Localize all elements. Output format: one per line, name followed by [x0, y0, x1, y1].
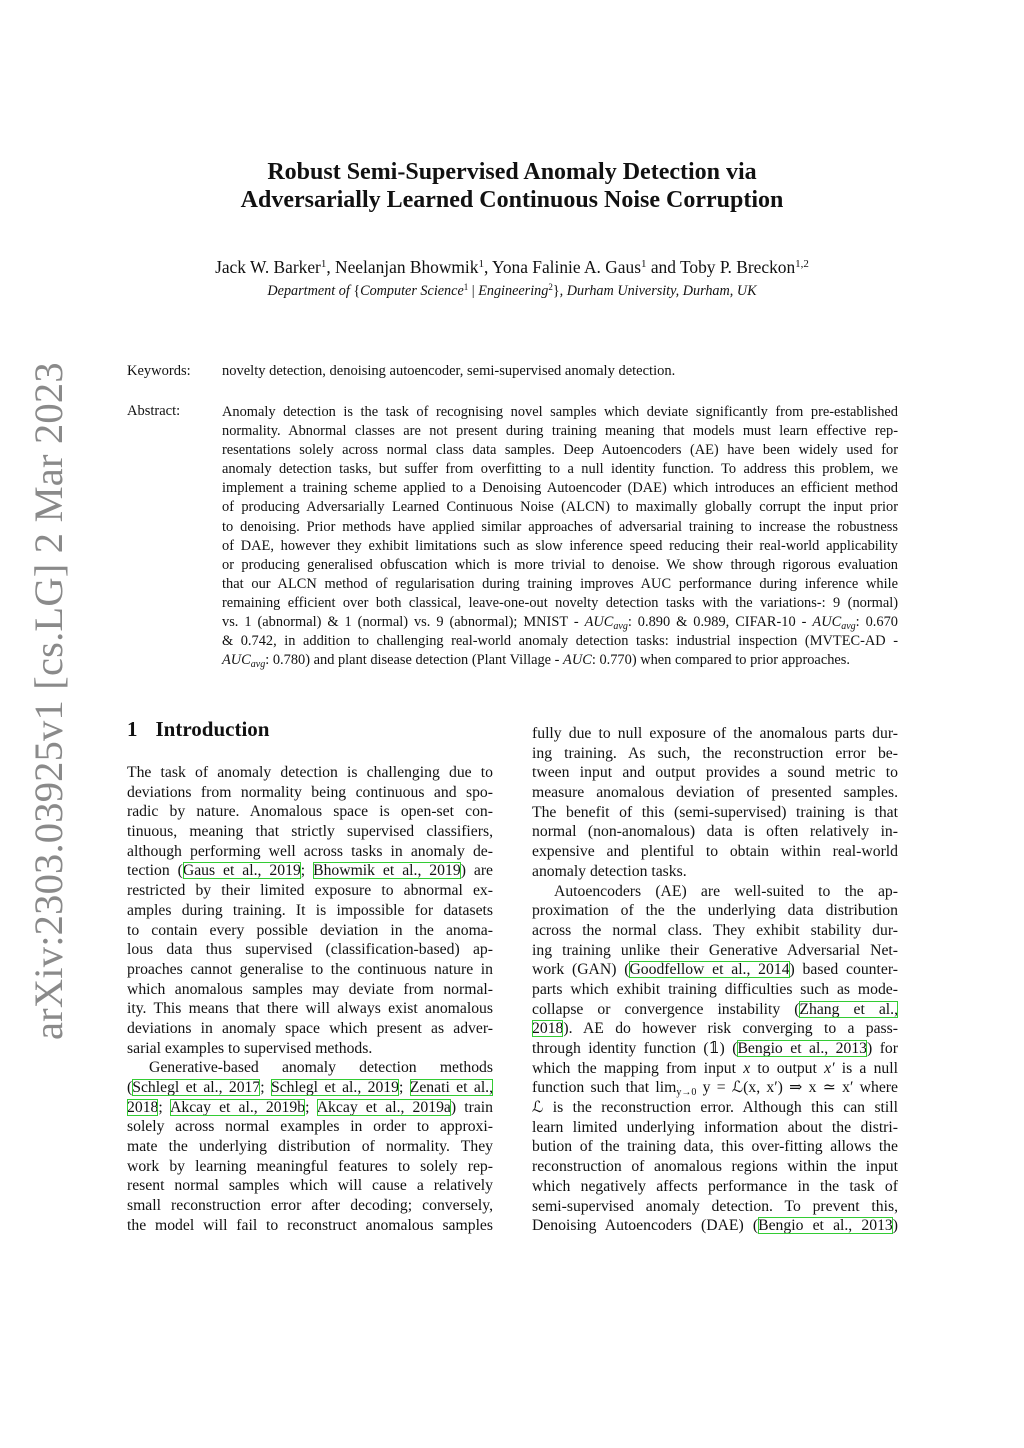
citation-link[interactable]: Gaus et al., 2019 [182, 862, 301, 880]
body-line: sarial examples to supervised methods. [127, 1039, 373, 1057]
body-line: to contain every possible deviation in the anoma- [127, 921, 493, 939]
citation-link[interactable]: 2018 [127, 1098, 159, 1116]
body-line: normal (non-anomalous) data is often relatively in- [532, 823, 898, 841]
citation-link[interactable]: Bhowmik et al., 2019 [313, 862, 461, 880]
body-line: which anomalous samples may deviate from normal- [127, 980, 493, 998]
body-line: Denoising Autoencoders (DAE) (Bengio et al., 2013) [532, 1217, 898, 1235]
citation-link[interactable]: Schlegl et al., 2019 [270, 1079, 399, 1096]
body-line: ℒ is the reconstruction error. Although this can still [532, 1099, 898, 1117]
affil-brace: { [353, 283, 361, 299]
abstract-line: anomaly detection tasks, but suffer from overfitting to a null identity function. To address this problem, we [222, 461, 898, 478]
body-line: reconstruction of anomalous regions within the input [532, 1158, 898, 1176]
section-heading [127, 717, 269, 742]
paper-title [127, 158, 897, 214]
title-line-1: Robust Semi-Supervised Anomaly Detection via [267, 159, 757, 185]
body-line: solely across normal examples in order to approxi- [127, 1118, 493, 1136]
affil-separator: | [468, 283, 479, 299]
body-line: Autoencoders (AE) are well-suited to the ap- [554, 882, 898, 900]
abstract-line: & 0.742, in addition to challenging real-world anomaly detection tasks: industrial inspection (MVTEC-AD - [222, 633, 898, 650]
body-line: ing training. As such, the reconstruction error be- [532, 744, 898, 762]
body-line: amples during training. It is impossible for datasets [127, 901, 493, 919]
right-column [532, 724, 898, 1236]
body-line: fully due to null exposure of the anomalous parts dur- [532, 725, 898, 742]
abstract-line: to denoising. Prior methods have applied similar approaches of adversarial training to increase the robustness [222, 518, 898, 535]
abstract-line: implement a training scheme applied to a Denoising Autoencoder (DAE) which introduces an efficient method [222, 480, 898, 497]
citation-link[interactable]: Bengio et al., 2013 [758, 1217, 893, 1235]
author-name: and Toby P. Breckon [646, 257, 796, 277]
body-line: radic by nature. Anomalous space is open-set con- [127, 803, 493, 821]
abstract-line: $AUC_{avg}$: 0.780) and plant disease detection (Plant Village - AUC: 0.770) when compared to prior approaches. [222, 652, 850, 671]
affil-text: Department of [267, 283, 354, 299]
section-title: Introduction [155, 717, 270, 741]
body-line: across the normal class. They exhibit stability dur- [532, 921, 898, 939]
citation-link[interactable]: Zhang et al., [799, 1000, 898, 1018]
body-line: work (GAN) (Goodfellow et al., 2014) based counter- [532, 961, 898, 979]
body-line: mate the underlying distribution of normality. They [127, 1138, 493, 1156]
abstract-line: that our ALCN method of regularisation during training improves AUC performance during inference while [222, 575, 898, 592]
citation-link[interactable]: Bengio et al., 2013 [737, 1040, 868, 1057]
author-name: , Yona Falinie A. Gaus [483, 257, 641, 277]
abstract-label: Abstract: [127, 403, 181, 419]
author-affil-mark: 1 [320, 258, 327, 270]
affil-mark: 1 [463, 282, 469, 292]
body-line: resent normal samples which will cause a relatively [127, 1177, 493, 1195]
body-line: proaches cannot generalise to the continuous nature in [127, 960, 493, 978]
body-line: proximation of the the underlying data distribution [532, 902, 898, 920]
abstract-line: of producing Adversarially Learned Continuous Noise (ALCN) to maximally globally corrupt the input prior [222, 499, 898, 516]
body-line: expensive and plentiful to obtain within real-world [532, 843, 898, 861]
citation-link[interactable]: Zenati et al., [409, 1079, 494, 1096]
body-line: 2018; Akcay et al., 2019b; Akcay et al., 2019a) train [127, 1098, 493, 1116]
affil-dept: Computer Science [360, 283, 464, 299]
body-line: function such that $\lim_{y\to 0} y$ = ℒ(x, x′) ⇒ x ≃ x′ where [532, 1079, 898, 1099]
citation-link[interactable]: 2018 [532, 1020, 564, 1038]
affil-text: , Durham University, Durham, UK [559, 283, 757, 299]
body-line: which negatively affects performance in the task of [532, 1177, 898, 1195]
author-name: Jack W. Barker [215, 257, 321, 277]
arxiv-identifier: arXiv:2303.03925v1 [cs.LG] 2 Mar 2023 [26, 362, 71, 1040]
citation-link[interactable]: Akcay et al., 2019a [316, 1098, 451, 1116]
abstract-line: normality. Abnormal classes are not present during training meaning that models must learn effective rep- [222, 423, 898, 440]
body-line: 2018). AE do however risk converging to a pass- [532, 1020, 898, 1038]
author-affil-mark: 1 [478, 258, 484, 270]
abstract-line: or producing generalised obfuscation which is more trivial to denoise. We show through rigorous evaluation [222, 556, 898, 573]
identity-symbol: 𝟙 [708, 1040, 720, 1057]
body-line: measure anomalous deviation of presented samples. [532, 784, 898, 802]
body-line: although performing well across tasks in anomaly de- [127, 842, 493, 860]
keywords-label: Keywords: [127, 363, 191, 379]
affil-mark: 2 [548, 282, 553, 292]
left-column [127, 763, 493, 1236]
body-line: (Schlegl et al., 2017; Schlegl et al., 2019; Zenati et al., [127, 1079, 494, 1096]
body-line: through identity function (𝟙) (Bengio et al., 2013) for [532, 1040, 898, 1057]
body-line: Generative-based anomaly detection methods [149, 1059, 493, 1077]
body-line: semi-supervised anomaly detection. To prevent this, [532, 1197, 898, 1215]
abstract-body [222, 403, 898, 670]
body-line: ity. This means that there will always exist anomalous [127, 1000, 493, 1018]
body-line: the model will fail to reconstruct anomalous samples [127, 1216, 493, 1234]
body-line: tween input and output provides a sound metric to [532, 764, 898, 782]
body-line: bution of the training data, this over-fitting allows the [532, 1138, 898, 1156]
body-line: anomaly detection tasks. [532, 862, 687, 880]
author-affil-mark: 1,2 [795, 258, 809, 270]
abstract-line: Anomaly detection is the task of recognising novel samples which deviate significantly from pre-established [222, 404, 898, 420]
citation-link[interactable]: Goodfellow et al., 2014 [629, 961, 790, 979]
title-line-2: Adversarially Learned Continuous Noise Corruption [240, 187, 784, 213]
body-line: learn limited underlying information about the distri- [532, 1118, 898, 1136]
body-line: work by learning meaningful features to solely rep- [127, 1157, 493, 1175]
section-number: 1 [127, 717, 138, 741]
author-affil-mark: 1 [640, 258, 647, 270]
affil-dept: Engineering [478, 283, 549, 299]
body-line: small reconstruction error after decoding; conversely, [127, 1197, 493, 1215]
affil-brace: } [552, 283, 560, 299]
body-line: The benefit of this (semi-supervised) training is that [532, 803, 898, 821]
abstract-line: resentations solely across normal class data samples. Deep Autoencoders (AE) have been widely used for [222, 442, 898, 459]
body-line: ing training unlike their Generative Adversarial Net- [532, 941, 898, 959]
abstract-line: vs. 1 (abnormal) & 1 (normal) vs. 9 (abnormal); MNIST - $AUC_{avg}$: 0.890 & 0.989, CIFAR-10 - $AUC_{avg}$: 0.670 [222, 614, 898, 633]
body-line: tection (Gaus et al., 2019; Bhowmik et al., 2019) are [127, 862, 494, 880]
authors [127, 257, 897, 278]
abstract-line: of DAE, however they exhibit limitations such as slow inference speed reducing their real-world applicability [222, 537, 898, 554]
body-line: which the mapping from input x to output x′ is a null [532, 1059, 898, 1077]
body-line: parts which exhibit training difficulties such as mode- [532, 980, 898, 998]
author-name: , Neelanjan Bhowmik [326, 257, 479, 277]
affiliation [127, 283, 897, 300]
keywords-text: novelty detection, denoising autoencoder, semi-supervised anomaly detection. [222, 363, 676, 379]
body-line: deviations from normality being continuous and spo- [127, 783, 493, 801]
body-line: restricted by their limited exposure to abnormal ex- [127, 882, 493, 900]
citation-link[interactable]: Akcay et al., 2019b [170, 1098, 306, 1116]
body-line: The task of anomaly detection is challenging due to [127, 764, 493, 781]
abstract-line: remaining efficient over both classical, leave-one-out novelty detection tasks with the variations-: 9 (normal) [222, 594, 898, 611]
body-line: tinuous, meaning that strictly supervised classifiers, [127, 823, 493, 841]
body-line: deviations in anomaly space which present as adver- [127, 1019, 493, 1037]
body-line: lous data thus supervised (classification-based) ap- [127, 941, 493, 959]
citation-link[interactable]: Schlegl et al., 2017 [132, 1079, 261, 1096]
body-line: collapse or convergence instability (Zhang et al., [532, 1000, 898, 1018]
